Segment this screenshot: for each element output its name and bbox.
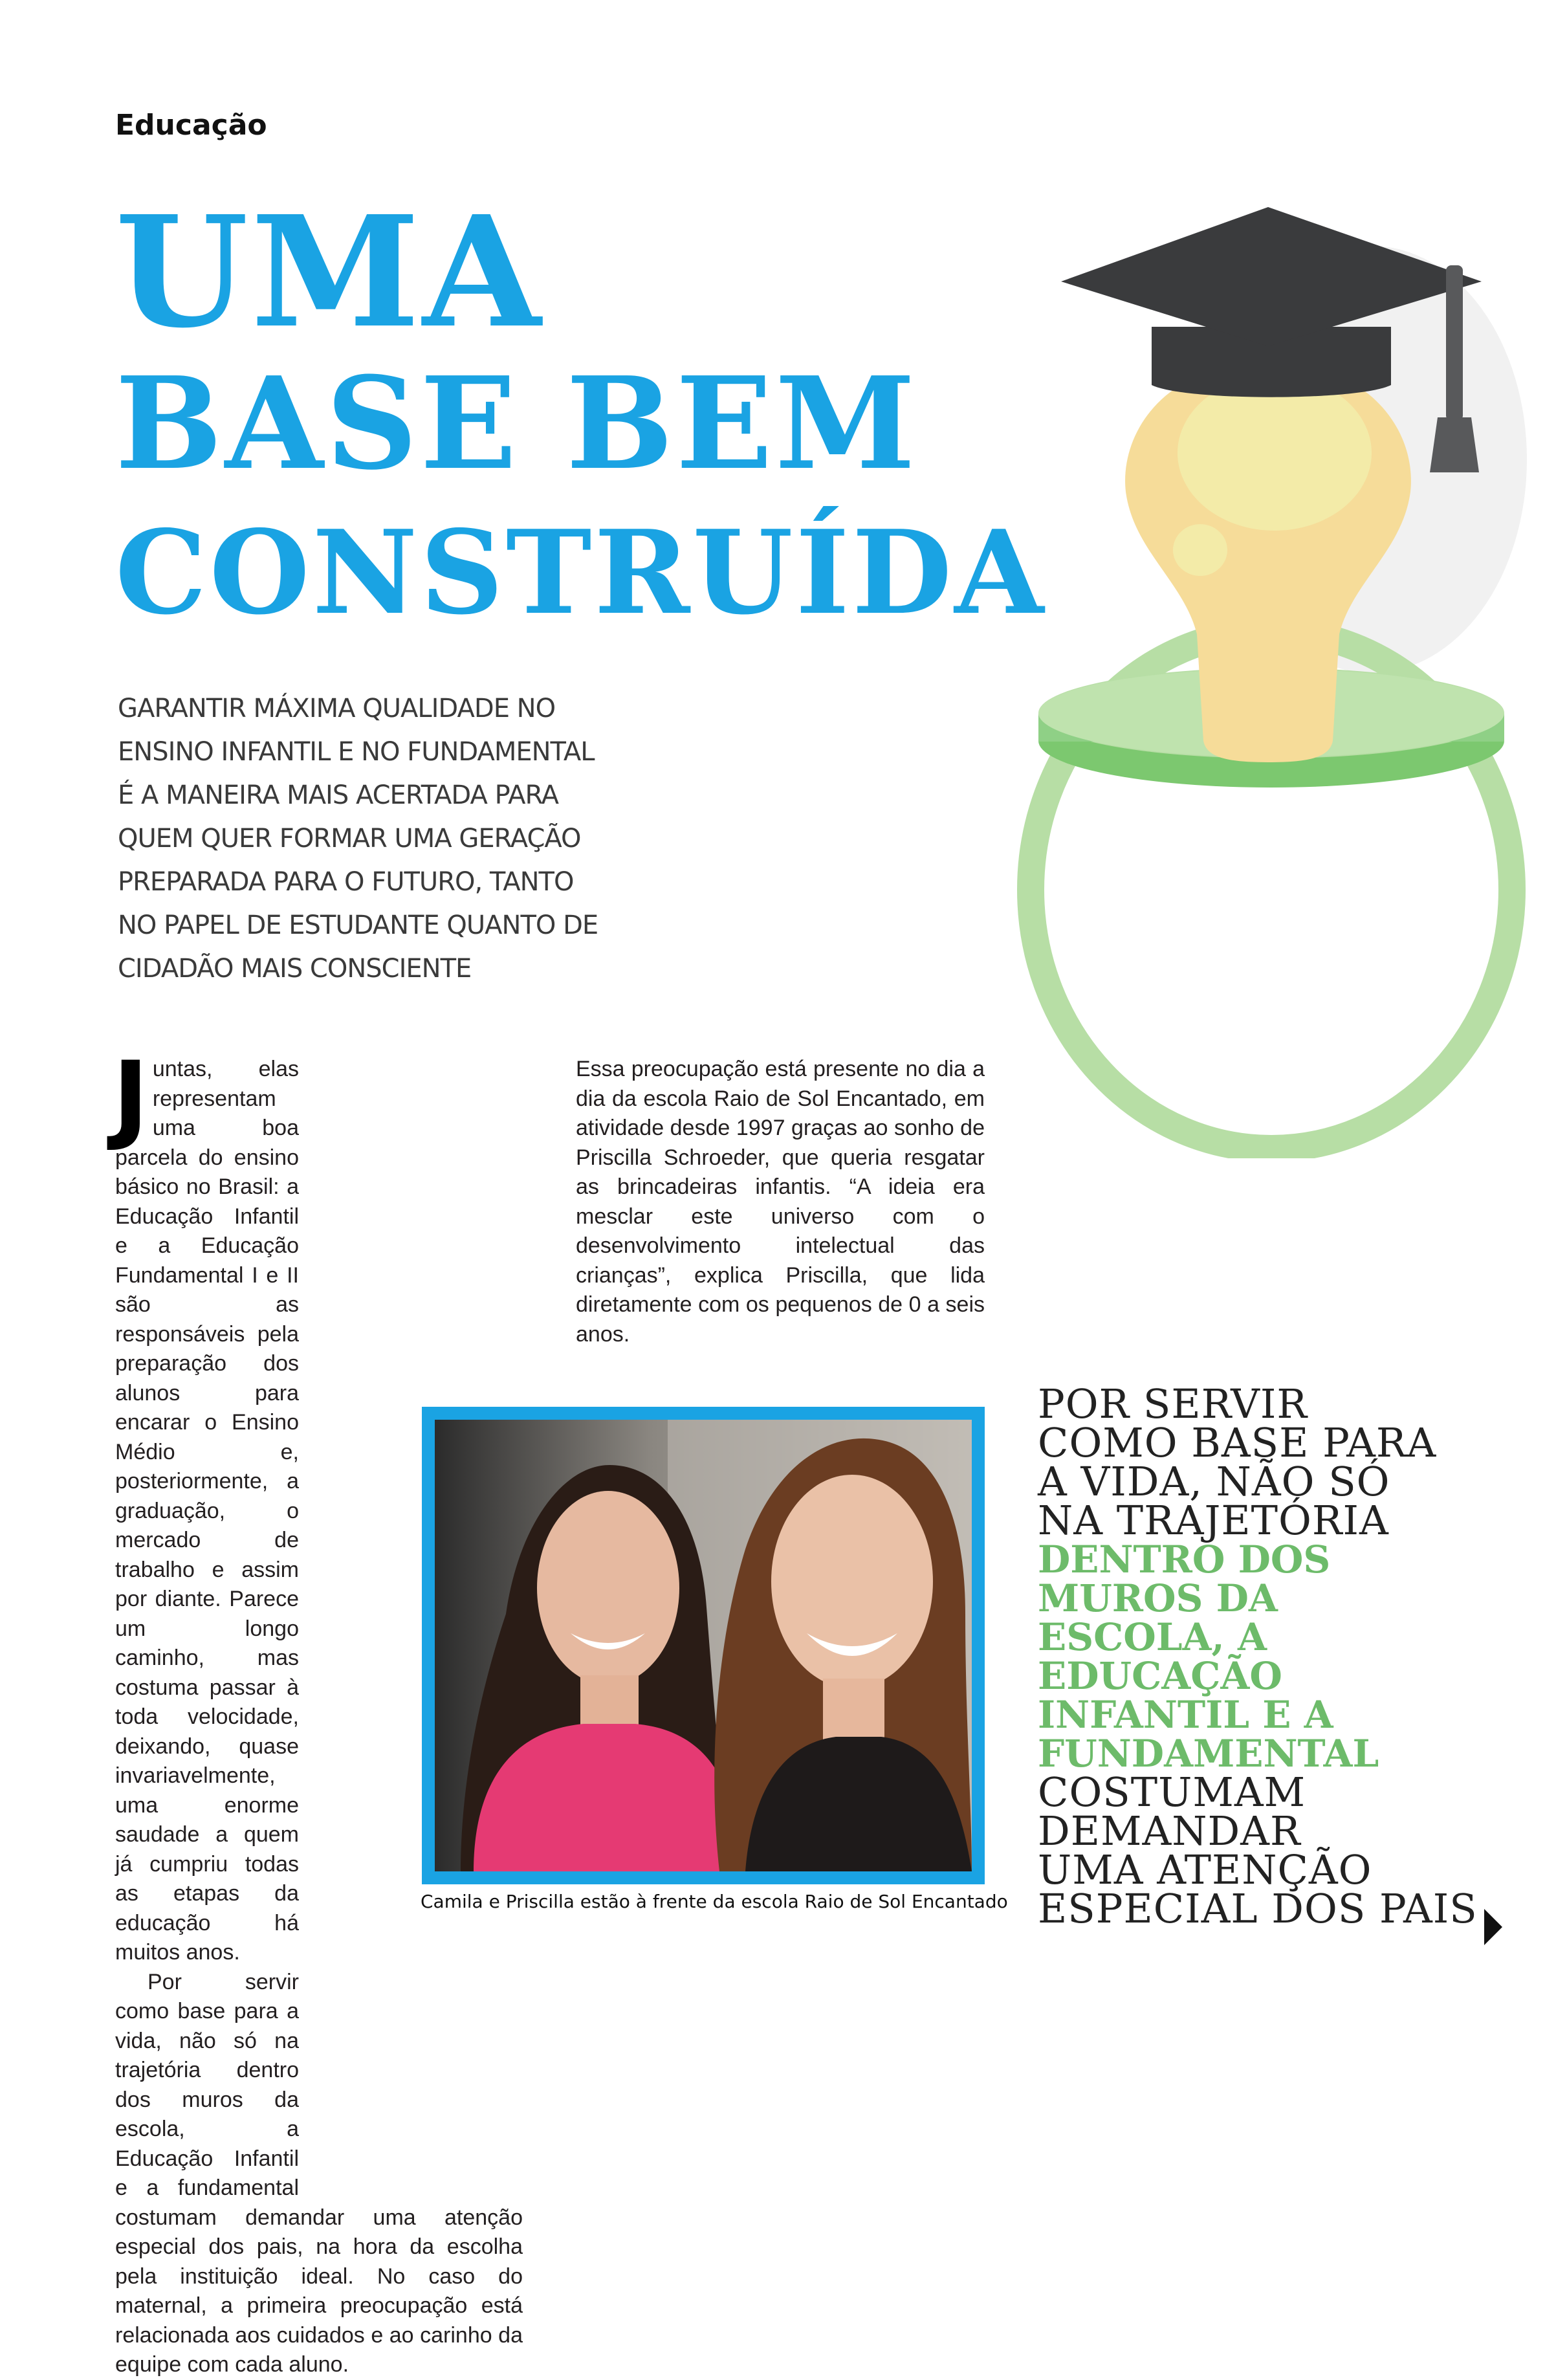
lead-paragraph xyxy=(118,687,609,991)
pull-quote xyxy=(1038,1380,1478,1932)
lead-line: É A MANEIRA MAIS ACERTADA PARA xyxy=(118,780,559,810)
headline-line-1: UMA xyxy=(115,182,544,362)
pull-quote-highlight-line: ESCOLA, A xyxy=(1038,1615,1267,1659)
pull-quote-highlight-line: DENTRO DOS xyxy=(1038,1537,1331,1581)
pull-quote-line: COMO BASE PARA xyxy=(1038,1419,1437,1466)
pull-quote-highlight-line: EDUCAÇÃO xyxy=(1038,1654,1282,1698)
pull-quote-line: POR SERVIR xyxy=(1038,1380,1308,1427)
lead-line: CIDADÃO MAIS CONSCIENTE xyxy=(118,954,472,984)
section-label: Educação xyxy=(115,109,267,142)
pull-quote-highlight-line: INFANTIL E A xyxy=(1038,1693,1333,1737)
pull-quote-line: NA TRAJETÓRIA xyxy=(1038,1497,1389,1544)
body-column-right xyxy=(576,1055,985,1349)
body-paragraph-text: untas, elas representam uma boa parcela do ensino básico no Brasil: a Educação Infantil e a Educação Fundamental I e II são as responsáveis pela preparação dos alunos para encarar o Ensino Médio e, posteriormente, a graduação, o mercado de trabalho e assim por diante. Parece um longo caminho, mas costuma passar à toda velocidade, deixando, quase invariavelmente, uma enorme saudade a quem já cumpriu todas as etapas da educação há muitos anos. xyxy=(115,1057,299,1965)
article-photo xyxy=(435,1420,972,1871)
lead-line: NO PAPEL DE ESTUDANTE QUANTO DE xyxy=(118,910,598,940)
pull-quote-line: ESPECIAL DOS PAIS xyxy=(1038,1885,1478,1932)
pull-quote-line: UMA ATENÇÃO xyxy=(1038,1846,1372,1893)
headline-line-3: CONSTRUÍDA xyxy=(115,505,1047,640)
pull-quote-highlight-line: MUROS DA xyxy=(1038,1576,1278,1620)
pull-quote-line: DEMANDAR xyxy=(1038,1807,1301,1855)
body-paragraph: Por servir como base para a vida, não só na trajetória dentro dos muros da escola, a Educação Infantil e a fundamental costumam demandar uma atenção especial dos pais, na hora da escolha pela instituição ideal. No caso do maternal, a primeira preocupação está relacionada aos cuidados e ao carinho da equipe com cada aluno. xyxy=(115,1969,523,2377)
drop-cap: J xyxy=(113,1041,149,1154)
pull-quote-line: COSTUMAM xyxy=(1038,1768,1306,1816)
lead-line: GARANTIR MÁXIMA QUALIDADE NO xyxy=(118,694,556,723)
next-page-arrow-icon[interactable] xyxy=(1484,1909,1502,1945)
lead-line: PREPARADA PARA O FUTURO, TANTO xyxy=(118,867,574,897)
pull-quote-line: A VIDA, NÃO SÓ xyxy=(1038,1458,1390,1505)
body-paragraph: Essa preocupação está presente no dia a dia da escola Raio de Sol Encantado, em atividade desde 1997 graças ao sonho de Priscilla Schroeder, que queria resgatar as brincadeiras infantis. “A ideia era mesclar este universo com o desenvolvimento intelectual das crianças”, explica Priscilla, que lida diretamente com os pequenos de 0 a seis anos. xyxy=(576,1057,985,1347)
photo-illustration xyxy=(435,1420,972,1871)
lightbulb-pacifier-illustration xyxy=(970,188,1566,1158)
photo-caption: Camila e Priscilla estão à frente da escola Raio de Sol Encantado xyxy=(421,1891,1008,1912)
lead-line: ENSINO INFANTIL E NO FUNDAMENTAL xyxy=(118,737,595,767)
lead-line: QUEM QUER FORMAR UMA GERAÇÃO xyxy=(118,824,581,854)
headline-line-2: BASE BEM xyxy=(115,349,918,498)
pull-quote-highlight-line: FUNDAMENTAL xyxy=(1038,1732,1379,1776)
